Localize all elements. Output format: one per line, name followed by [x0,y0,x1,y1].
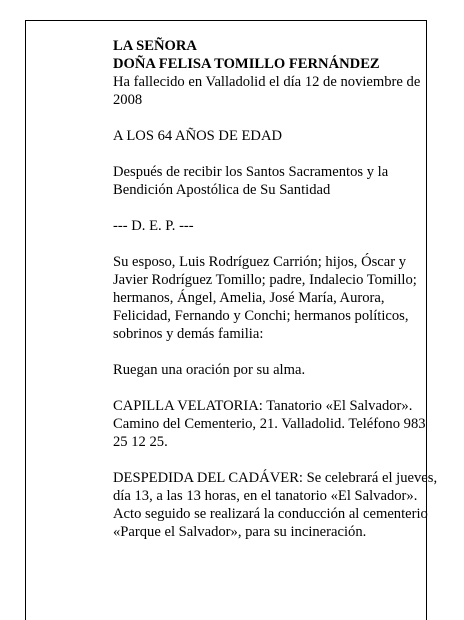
family-line: hermanos, Ángel, Amelia, José María, Aurora, [113,290,385,306]
family-paragraph [113,253,418,343]
death-year: 2008 [113,92,143,108]
farewell-line: DESPEDIDA DEL CADÁVER: Se celebrará el jueves, [113,470,438,486]
rip-text: --- D. E. P. --- [113,218,194,234]
notice-title: LA SEÑORA [113,38,197,54]
farewell-line: día 13, a las 13 horas, en el tanatorio «El Salvador». [113,488,418,504]
farewell-line: Acto seguido se realizará la conducción al cementerio [113,506,428,522]
death-statement: Ha fallecido en Valladolid el día 12 de noviembre de [113,74,421,90]
chapel-line: Camino del Cementerio, 21. Valladolid. Teléfono 983 [113,416,426,432]
family-line: Javier Rodríguez Tomillo; padre, Indalecio Tomillo; [113,272,417,288]
chapel-paragraph [113,397,426,451]
prayer-text: Ruegan una oración por su alma. [113,362,306,378]
sacraments-paragraph [113,163,418,199]
family-line: Felicidad, Fernando y Conchi; hermanos políticos, [113,308,409,324]
notice-header [113,37,421,109]
rip-paragraph [113,217,418,235]
age-paragraph [113,127,418,145]
prayer-paragraph [113,361,418,379]
age-text: A LOS 64 AÑOS DE EDAD [113,128,283,144]
family-line: sobrinos y demás familia: [113,326,264,342]
farewell-paragraph [113,469,438,541]
chapel-line: CAPILLA VELATORIA: Tanatorio «El Salvador». [113,398,413,414]
obituary-notice [113,37,438,559]
sacraments-text: Después de recibir los Santos Sacramentos y la [113,164,389,180]
deceased-name: DOÑA FELISA TOMILLO FERNÁNDEZ [113,56,380,72]
family-line: Su esposo, Luis Rodríguez Carrión; hijos, Óscar y [113,254,407,270]
sacraments-text: Bendición Apostólica de Su Santidad [113,182,331,198]
farewell-line: «Parque el Salvador», para su incineración. [113,524,367,540]
chapel-line: 25 12 25. [113,434,168,450]
